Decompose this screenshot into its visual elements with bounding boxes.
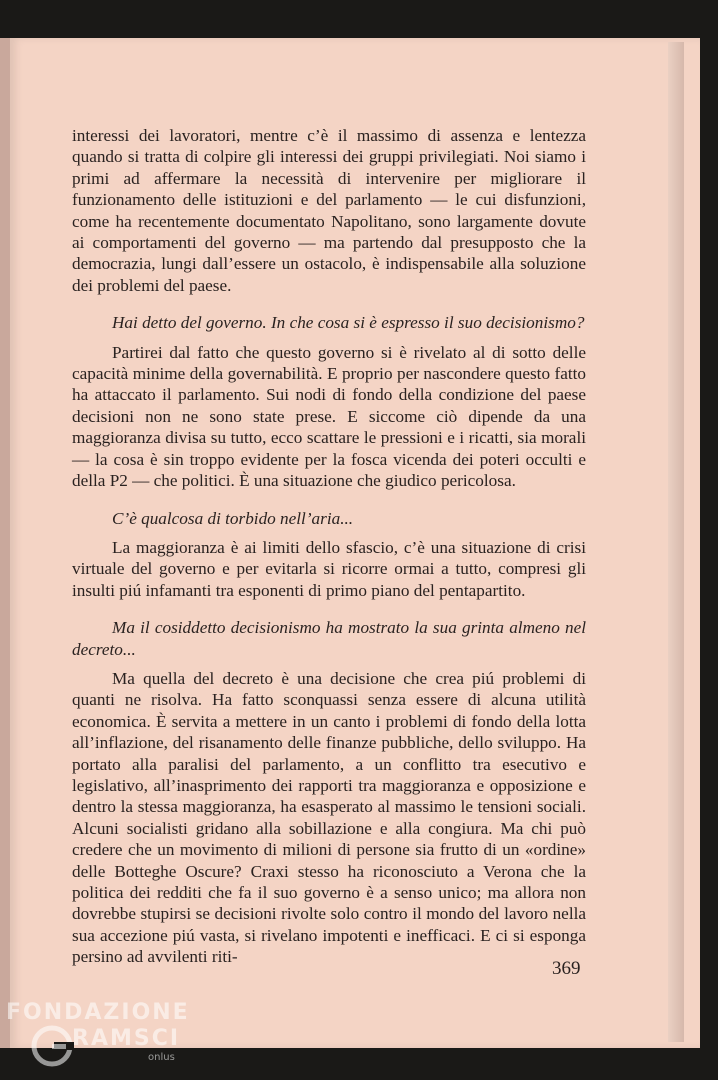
interview-answer: Ma quella del decreto è una decisione che crea piú problemi di quanti ne risolva. Ha fatto sconquassi senza essere di alcuna utilità economica. È servita a mettere in un canto i problemi di fondo della lotta all’inflazione, del risanamento delle finanze pubbliche, dello sviluppo. Ha portato alla paralisi del parlamento, a un conflitto tra esecutivo e legislativo, all’inasprimento dei rapporti tra maggioranza e opposizione e dentro la stessa maggioranza, ha esasperato al massimo le tensioni sociali. Alcuni socialisti gridano alla sobillazione e alla congiura. Ma chi può credere che un movimento di milioni di persone sia frutto di un «ordine» delle Botteghe Oscure? Craxi stesso ha riconosciuto a Verona che la politica dei redditi che fa il suo governo è a senso unico; ma allora non dovrebbe stupirsi se decisioni rivolte solo contro il mondo del lavoro nella sua accezione piú vasta, si rivelano impotenti e inefficaci. E ci si esponga persino ad avvilenti riti- <box>72 668 586 967</box>
interview-question: Hai detto del governo. In che cosa si è espresso il suo decisionismo? <box>112 313 585 333</box>
gramsci-logo-icon <box>30 1024 74 1068</box>
interview-answer: La maggioranza è ai limiti dello sfascio, c’è una situazione di crisi virtuale del governo e per evitarla si ricorre ormai a tutto, compresi gli insulti piú infamanti tra esponenti di primo piano del pentapartito. <box>72 537 586 600</box>
paragraph-continued: interessi dei lavoratori, mentre c’è il massimo di assenza e lentezza quando si tratta di colpire gli interessi dei gruppi privilegiati. Noi siamo i primi ad affermare la necessità di intervenire per migliorare il funzionamento delle istituzioni e del parlamento — le cui disfunzioni, come ha recentemente documentato Napolitano, sono largamente dovute ai comportamenti del governo — ma partendo dal presupposto che la democrazia, lungi dall’essere un ostacolo, è indispensabile alla soluzione dei problemi del paese. <box>72 126 586 295</box>
page-text <box>72 125 586 968</box>
watermark-line1: FONDAZIONE <box>6 1000 190 1025</box>
book-left-edge <box>0 38 10 1048</box>
page-number: 369 <box>552 958 581 979</box>
watermark <box>6 1000 206 1076</box>
book-right-edge <box>668 42 684 1042</box>
interview-question: C’è qualcosa di torbido nell’aria... <box>112 508 354 528</box>
interview-answer: Partirei dal fatto che questo governo si è rivelato al di sotto delle capacità minime della governabilità. E proprio per nascondere questo fatto ha attaccato il parlamento. Sui nodi di fondo della condizione del paese decisioni non ne sono state prese. E siccome ciò dipende da una maggioranza divisa su tutto, ecco scattare le pressioni e i ricatti, sia morali — la cosa è sin troppo evidente per la fosca vicenda dei poteri occulti e della P2 — che politici. È una situazione che giudico pericolosa. <box>72 342 586 491</box>
interview-question: Ma il cosiddetto decisionismo ha mostrato la sua grinta almeno nel decreto... <box>72 618 586 659</box>
watermark-line2: RAMSCI <box>72 1026 181 1051</box>
watermark-sub: onlus <box>148 1052 175 1063</box>
